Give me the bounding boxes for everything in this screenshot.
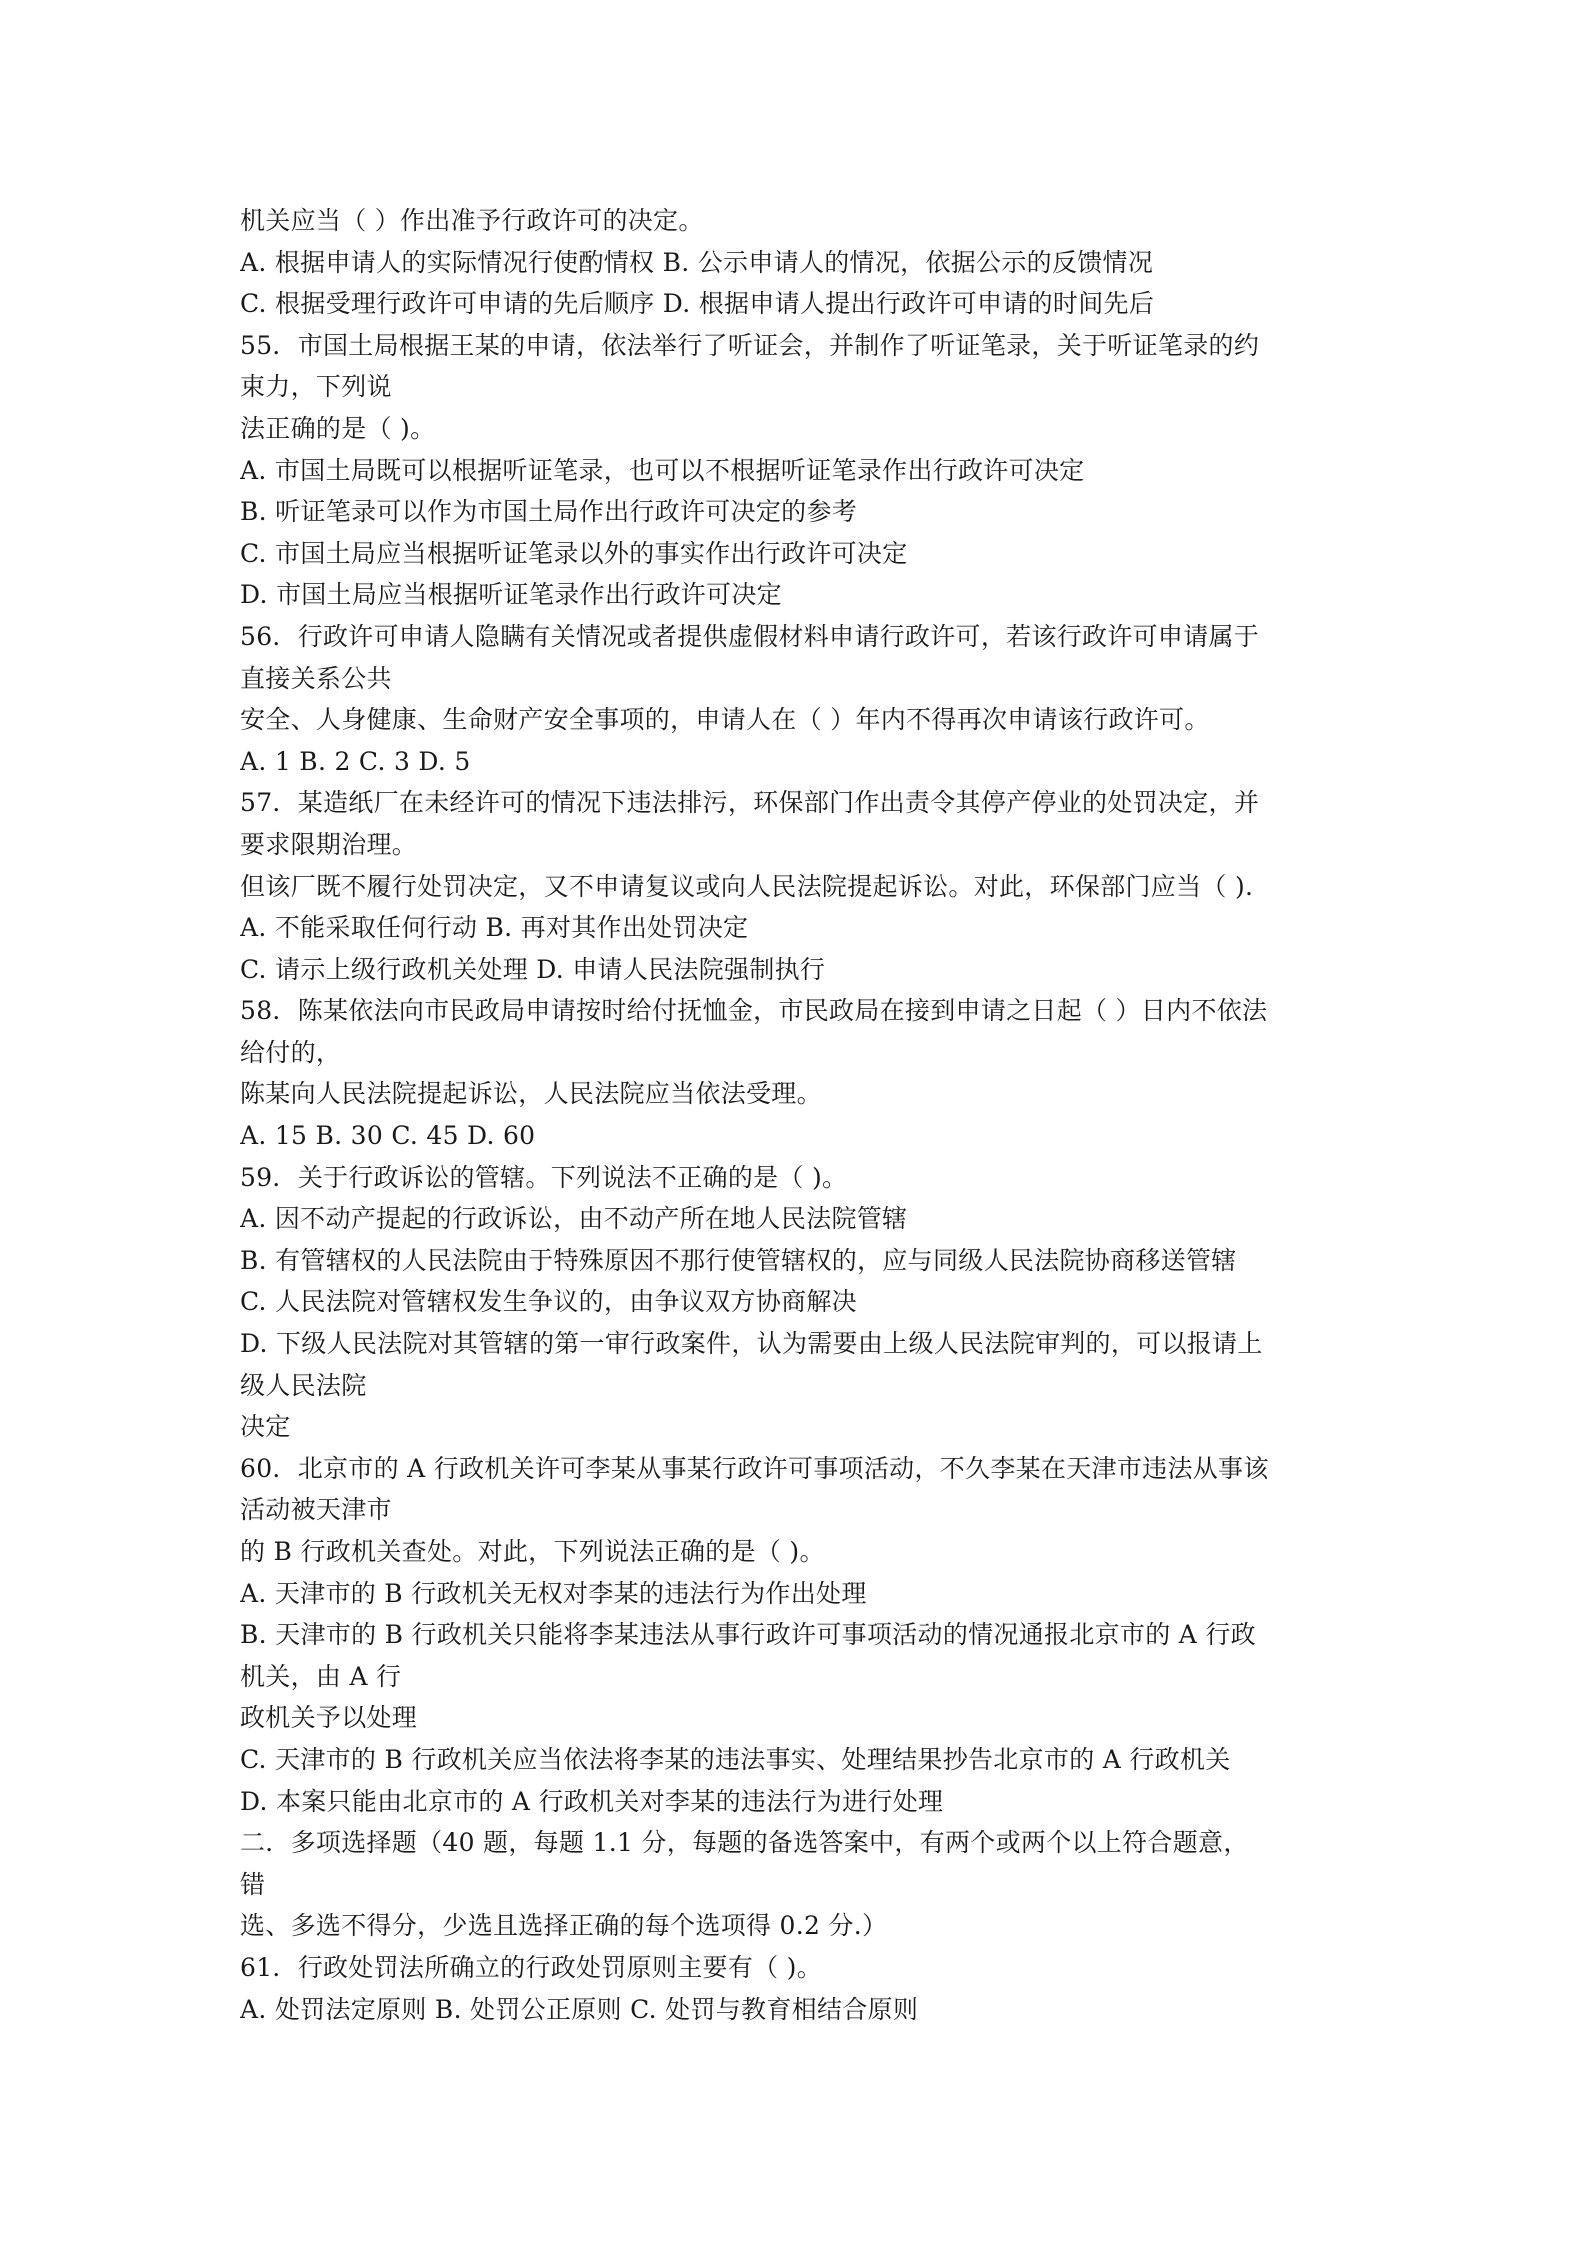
- document-page: [240, 200, 1360, 2030]
- text-line: B. 听证笔录可以作为市国土局作出行政许可决定的参考: [240, 497, 858, 527]
- text-line: B. 有管辖权的人民法院由于特殊原因不那行使管辖权的，应与同级人民法院协商移送管辖: [240, 1245, 1237, 1275]
- text-line: D. 市国土局应当根据听证笔录作出行政许可决定: [240, 580, 782, 610]
- text-line: A. 市国土局既可以根据听证笔录，也可以不根据听证笔录作出行政许可决定: [240, 455, 1085, 485]
- text-line: A. 处罚法定原则 B. 处罚公正原则 C. 处罚与教育相结合原则: [240, 1994, 919, 2024]
- text-line: A. 根据申请人的实际情况行使酌情权 B. 公示申请人的情况，依据公示的反馈情况: [240, 247, 1154, 277]
- text-line: A. 15 B. 30 C. 45 D. 60: [240, 1121, 536, 1151]
- text-line: B. 天津市的 B 行政机关只能将李某违法从事行政许可事项活动的情况通报北京市的 A 行政: [240, 1620, 1256, 1650]
- text-line: 束力，下列说: [240, 372, 392, 402]
- text-line: 要求限期治理。: [240, 829, 418, 859]
- text-line: 陈某向人民法院提起诉讼，人民法院应当依法受理。: [240, 1079, 822, 1109]
- text-line: 安全、人身健康、生命财产安全事项的，申请人在（ ）年内不得再次申请该行政许可。: [240, 705, 1210, 735]
- text-line: 61．行政处罚法所确立的行政处罚原则主要有（ )。: [240, 1952, 823, 1982]
- text-line: C. 天津市的 B 行政机关应当依法将李某的违法事实、处理结果抄告北京市的 A 行政机关: [240, 1744, 1231, 1774]
- text-line: 决定: [240, 1412, 291, 1442]
- text-line: 机关应当（ ）作出准予行政许可的决定。: [240, 206, 704, 235]
- text-line: C. 人民法院对管辖权发生争议的，由争议双方协商解决: [240, 1287, 857, 1317]
- text-line: 级人民法院: [240, 1370, 367, 1400]
- text-line: C. 市国土局应当根据听证笔录以外的事实作出行政许可决定: [240, 538, 908, 568]
- text-line: 错: [240, 1869, 266, 1899]
- text-line: 给付的，: [240, 1037, 342, 1067]
- text-line: 政机关予以处理: [240, 1703, 418, 1733]
- text-line: 55．市国土局根据王某的申请，依法举行了听证会，并制作了听证笔录，关于听证笔录的约: [240, 330, 1260, 360]
- text-line: 58．陈某依法向市民政局申请按时给付抚恤金，市民政局在接到申请之日起（ ）日内不依法: [240, 996, 1268, 1026]
- text-line: A. 不能采取任何行动 B. 再对其作出处罚决定: [240, 913, 749, 943]
- text-line: 直接关系公共: [240, 663, 392, 693]
- text-line: A. 因不动产提起的行政诉讼，由不动产所在地人民法院管辖: [240, 1204, 908, 1234]
- text-line: D. 本案只能由北京市的 A 行政机关对李某的违法行为进行处理: [240, 1786, 944, 1816]
- text-line: D. 下级人民法院对其管辖的第一审行政案件，认为需要由上级人民法院审判的，可以报请上: [240, 1329, 1263, 1359]
- text-line: 56．行政许可申请人隐瞒有关情况或者提供虚假材料申请行政许可，若该行政许可申请属于: [240, 621, 1260, 651]
- text-line: A. 天津市的 B 行政机关无权对李某的违法行为作出处理: [240, 1578, 867, 1608]
- text-line: C. 根据受理行政许可申请的先后顺序 D. 根据申请人提出行政许可申请的时间先后: [240, 289, 1155, 319]
- text-line: A. 1 B. 2 C. 3 D. 5: [240, 746, 471, 776]
- text-line: 的 B 行政机关查处。对此，下列说法正确的是（ )。: [240, 1537, 825, 1566]
- text-line: 59．关于行政诉讼的管辖。下列说法不正确的是（ )。: [240, 1162, 848, 1192]
- text-line: C. 请示上级行政机关处理 D. 申请人民法院强制执行: [240, 954, 826, 984]
- text-line: 选、多选不得分，少选且选择正确的每个选项得 0.2 分.）: [240, 1911, 888, 1941]
- text-line: 60．北京市的 A 行政机关许可李某从事某行政许可事项活动，不久李某在天津市违法从事该: [240, 1453, 1269, 1483]
- text-line: 二．多项选择题（40 题，每题 1.1 分，每题的备选答案中，有两个或两个以上符合题意，: [240, 1828, 1249, 1858]
- text-line: 活动被天津市: [240, 1495, 392, 1525]
- text-line: 机关，由 A 行: [240, 1661, 402, 1691]
- text-line: 法正确的是（ )。: [240, 413, 436, 443]
- text-line: 57．某造纸厂在未经许可的情况下违法排污，环保部门作出责令其停产停业的处罚决定，并: [240, 788, 1260, 818]
- text-line: 但该厂既不履行处罚决定，又不申请复议或向人民法院提起诉讼。对此，环保部门应当（ ).: [240, 871, 1254, 901]
